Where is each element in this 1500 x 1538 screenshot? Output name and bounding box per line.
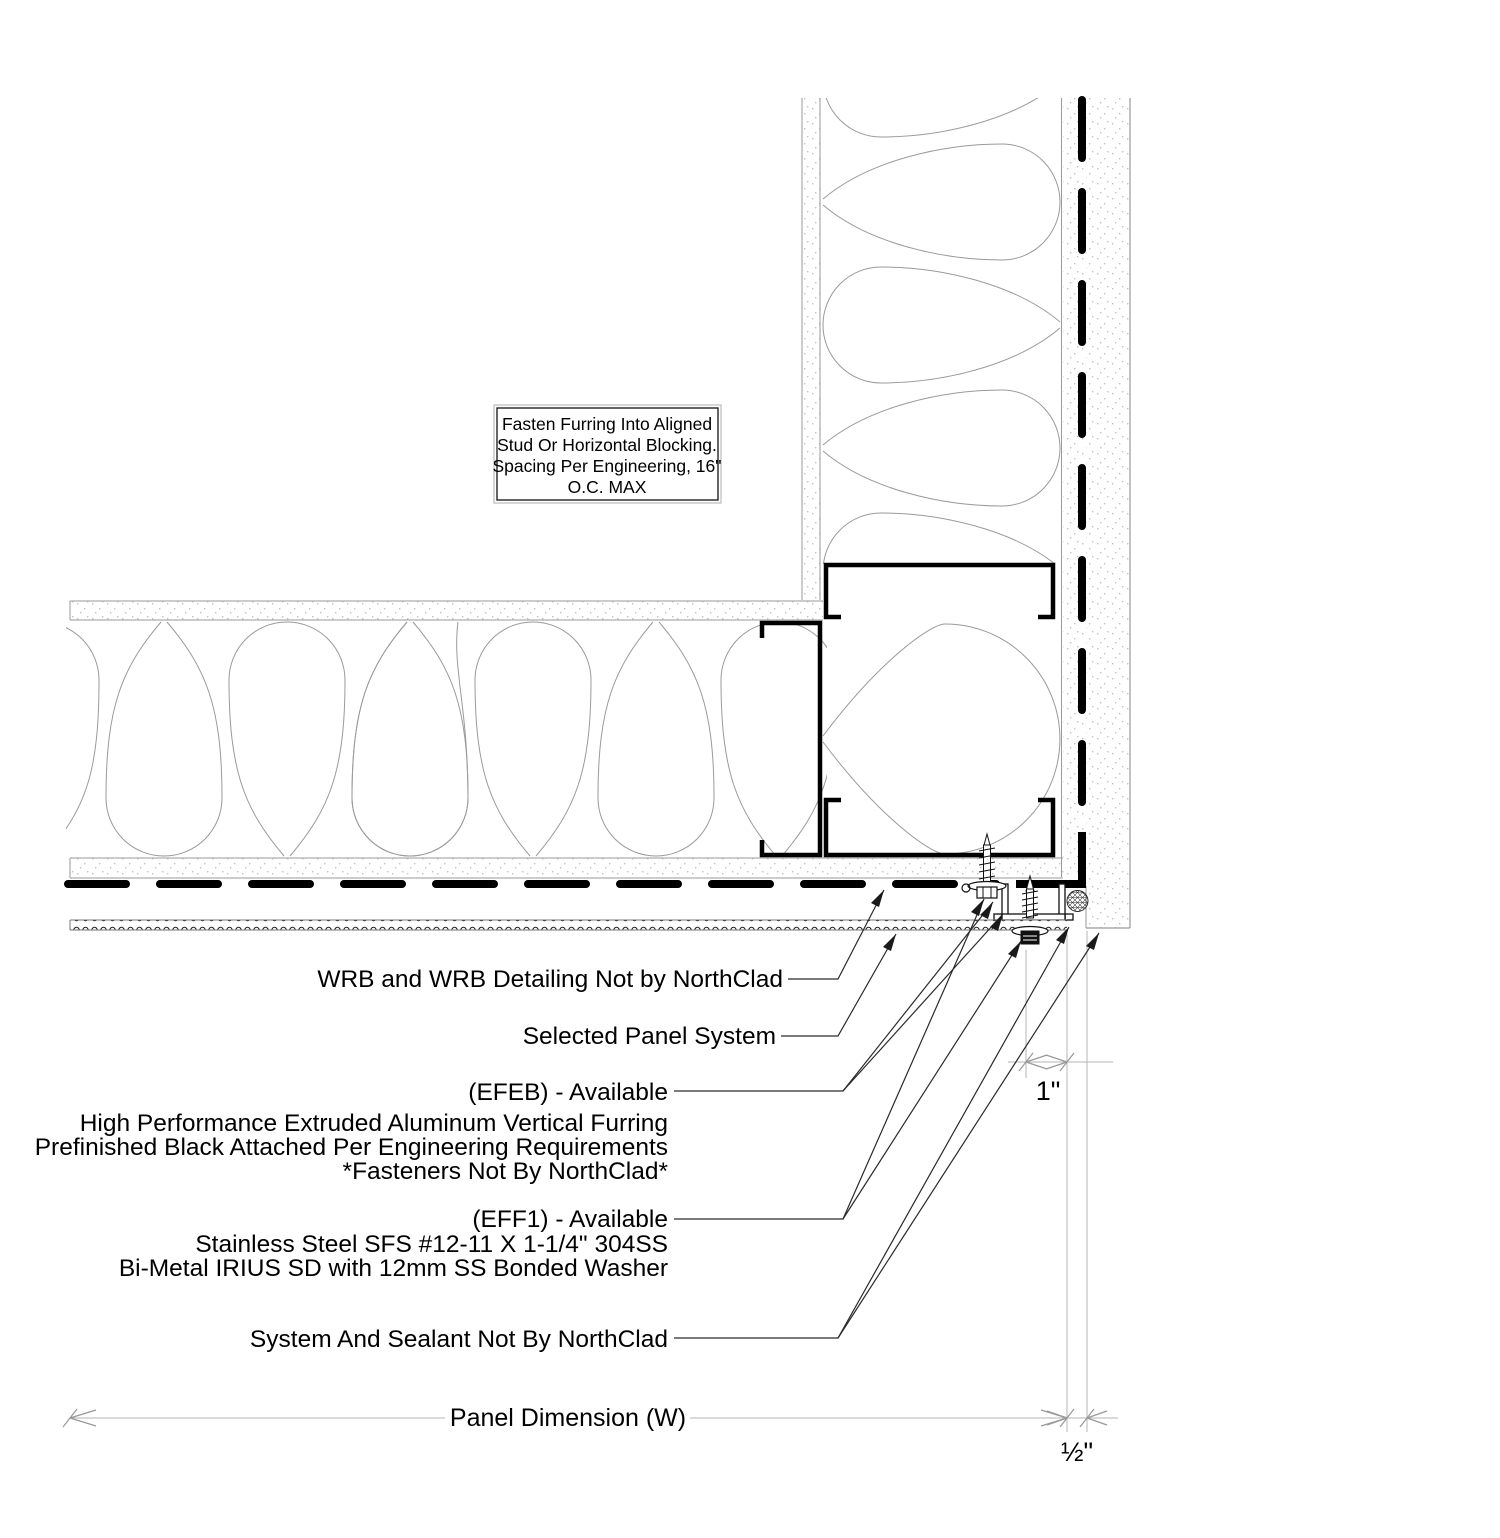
leader-lines <box>674 890 1099 1338</box>
panel-system <box>70 920 1067 930</box>
adjacent-system-band <box>1086 98 1130 928</box>
callout-labels <box>35 966 783 1353</box>
batt-insulation-right-wall <box>823 21 1060 629</box>
label-eff1-line1: Stainless Steel SFS #12-11 X 1-1/4" 304SS <box>195 1231 668 1258</box>
batt-insulation-corner <box>823 624 1060 854</box>
blocking-upper-c <box>826 565 1053 617</box>
sheathing-layers <box>70 98 1130 928</box>
note-line-2: Stud Or Horizontal Blocking. <box>497 435 717 455</box>
label-system-sealant: System And Sealant Not By NorthClad <box>249 1326 668 1353</box>
label-wrb: WRB and WRB Detailing Not by NorthClad <box>317 966 783 993</box>
note-box <box>492 405 721 503</box>
note-line-3: Spacing Per Engineering, 16" <box>492 456 722 476</box>
label-eff1-line2: Bi-Metal IRIUS SD with 12mm SS Bonded Washer <box>118 1255 668 1282</box>
batt-insulation-bottom-wall <box>0 622 837 856</box>
stud-c-channel <box>762 623 820 855</box>
label-efeb-title: (EFEB) - Available <box>468 1079 668 1106</box>
label-efeb-line1: High Performance Extruded Aluminum Vertical Furring <box>79 1110 668 1137</box>
label-efeb-line3: *Fasteners Not By NorthClad* <box>342 1158 668 1185</box>
label-eff1-title: (EFF1) - Available <box>472 1206 668 1233</box>
dim-half-inch: ½" <box>1060 1437 1094 1467</box>
sealant-backer-rod <box>1067 891 1088 912</box>
label-efeb-line2: Prefinished Black Attached Per Engineering Requirements <box>34 1134 668 1161</box>
dim-one-inch: 1" <box>1035 1076 1061 1106</box>
note-line-4: O.C. MAX <box>567 477 647 497</box>
dim-panel-width: Panel Dimension (W) <box>449 1404 687 1432</box>
note-line-1: Fasten Furring Into Aligned <box>501 414 713 434</box>
label-panel-system: Selected Panel System <box>522 1023 776 1050</box>
